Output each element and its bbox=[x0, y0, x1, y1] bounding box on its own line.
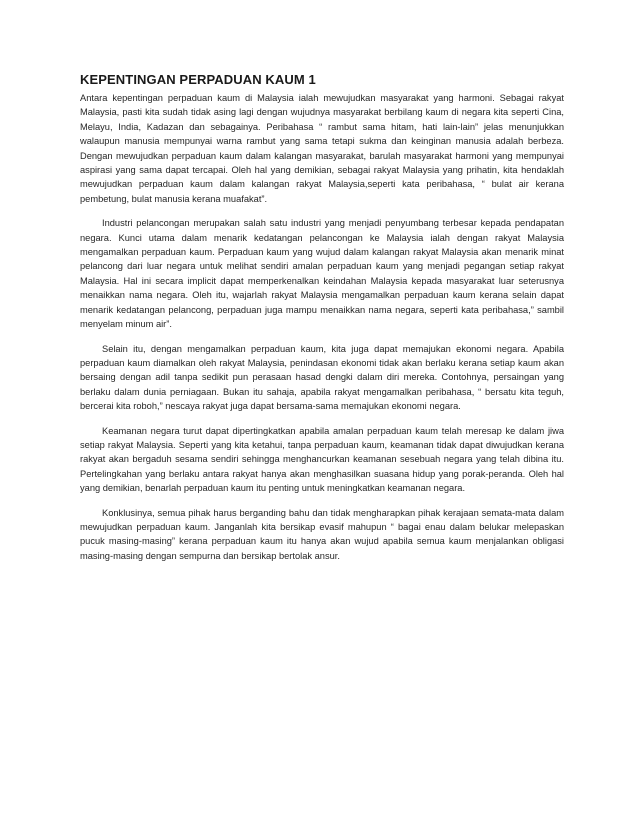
paragraph-economy: Selain itu, dengan mengamalkan perpaduan kaum, kita juga dapat memajukan ekonomi negara. Apabila perpaduan kaum diamalkan oleh rakyat Malaysia, penindasan ekonomi tidak akan berlaku kerana setiap kaum akan bersaing dengan adil tanpa sedikit pun perasaan hasad dengki dalam diri mereka. Contohnya, persaingan yang berlaku dalam dunia perniagaan. Bukan itu sahaja, apabila rakyat mengamalkan peribahasa, “ bersatu kita teguh, bercerai kita roboh,” nescaya rakyat juga dapat bersama-sama memajukan ekonomi negara. bbox=[80, 343, 564, 412]
document-title: KEPENTINGAN PERPADUAN KAUM 1 bbox=[80, 72, 316, 87]
paragraph-conclusion: Konklusinya, semua pihak harus berganding bahu dan tidak mengharapkan pihak kerajaan semata-mata dalam mewujudkan perpaduan kaum. Janganlah kita bersikap evasif mahupun “ bagai enau dalam belukar melepaskan pucuk masing-masing” kerana perpaduan kaum itu hanya akan wujud apabila semua kaum menjalankan obligasi masing-masing dengan sempurna dan bersikap bertolak ansur. bbox=[80, 507, 564, 561]
document-page bbox=[80, 72, 564, 573]
paragraph-intro: Antara kepentingan perpaduan kaum di Malaysia ialah mewujudkan masyarakat yang harmoni. Sebagai rakyat Malaysia, pasti kita sudah tidak asing lagi dengan wujudnya masyarakat berbilang kaum di negara kita seperti Cina, Melayu, India, Kadazan dan sebagainya. Peribahasa “ rambut sama hitam, hati lain-lain” jelas menunjukkan walaupun manusia mempunyai warna rambut yang sama tetapi sukma dan keinginan manusia adalah berbeza. Dengan mewujudkan perpaduan kaum dalam kalangan masyarakat, barulah masyarakat harmoni yang mempunyai aspirasi yang sama dapat tercapai. Oleh hal yang demikian, sebagai rakyat Malaysia yang prihatin, kita hendaklah mewujudkan perpaduan kaum dalam kalangan rakyat Malaysia,seperti kata peribahasa, “ bulat air kerana pembetung, bulat manusia kerana muafakat”. bbox=[80, 93, 564, 204]
paragraph-tourism: Industri pelancongan merupakan salah satu industri yang menjadi penyumbang terbesar kepada pendapatan negara. Kunci utama dalam menarik kedatangan pelancongan ke Malaysia ialah dengan rakyat Malaysia mengamalkan perpaduan kaum. Perpaduan kaum yang wujud dalam kalangan rakyat Malaysia akan menarik minat pelancong dari luar negara untuk melihat sendiri amalan perpaduan kaum yang menjadi pegangan setiap rakyat Malaysia. Hal ini secara implicit dapat memperkenalkan keindahan Malaysia kepada masyarakat luar seterusnya menaikkan nama negara. Oleh itu, wajarlah rakyat Malaysia mengamalkan perpaduan kaum kerana selain dapat menarik kedatangan pelancong, perpaduan juga mampu menaikkan nama negara, seperti kata peribahasa,” sambil menyelam minum air”. bbox=[80, 218, 564, 330]
paragraph-security: Keamanan negara turut dapat dipertingkatkan apabila amalan perpaduan kaum telah meresap ke dalam jiwa setiap rakyat Malaysia. Seperti yang kita ketahui, tanpa perpaduan kaum, keamanan tidak dapat diwujudkan kerana rakyat akan bergaduh sesama sendiri sehingga menghancurkan keamanan sesebuah negara yang telah dibina itu. Pertelingkahan yang berlaku antara rakyat hanya akan menghasilkan suasana hidup yang porak-peranda. Oleh hal yang demikian, benarlah perpaduan kaum itu penting untuk meningkatkan keamanan negara. bbox=[80, 425, 564, 494]
